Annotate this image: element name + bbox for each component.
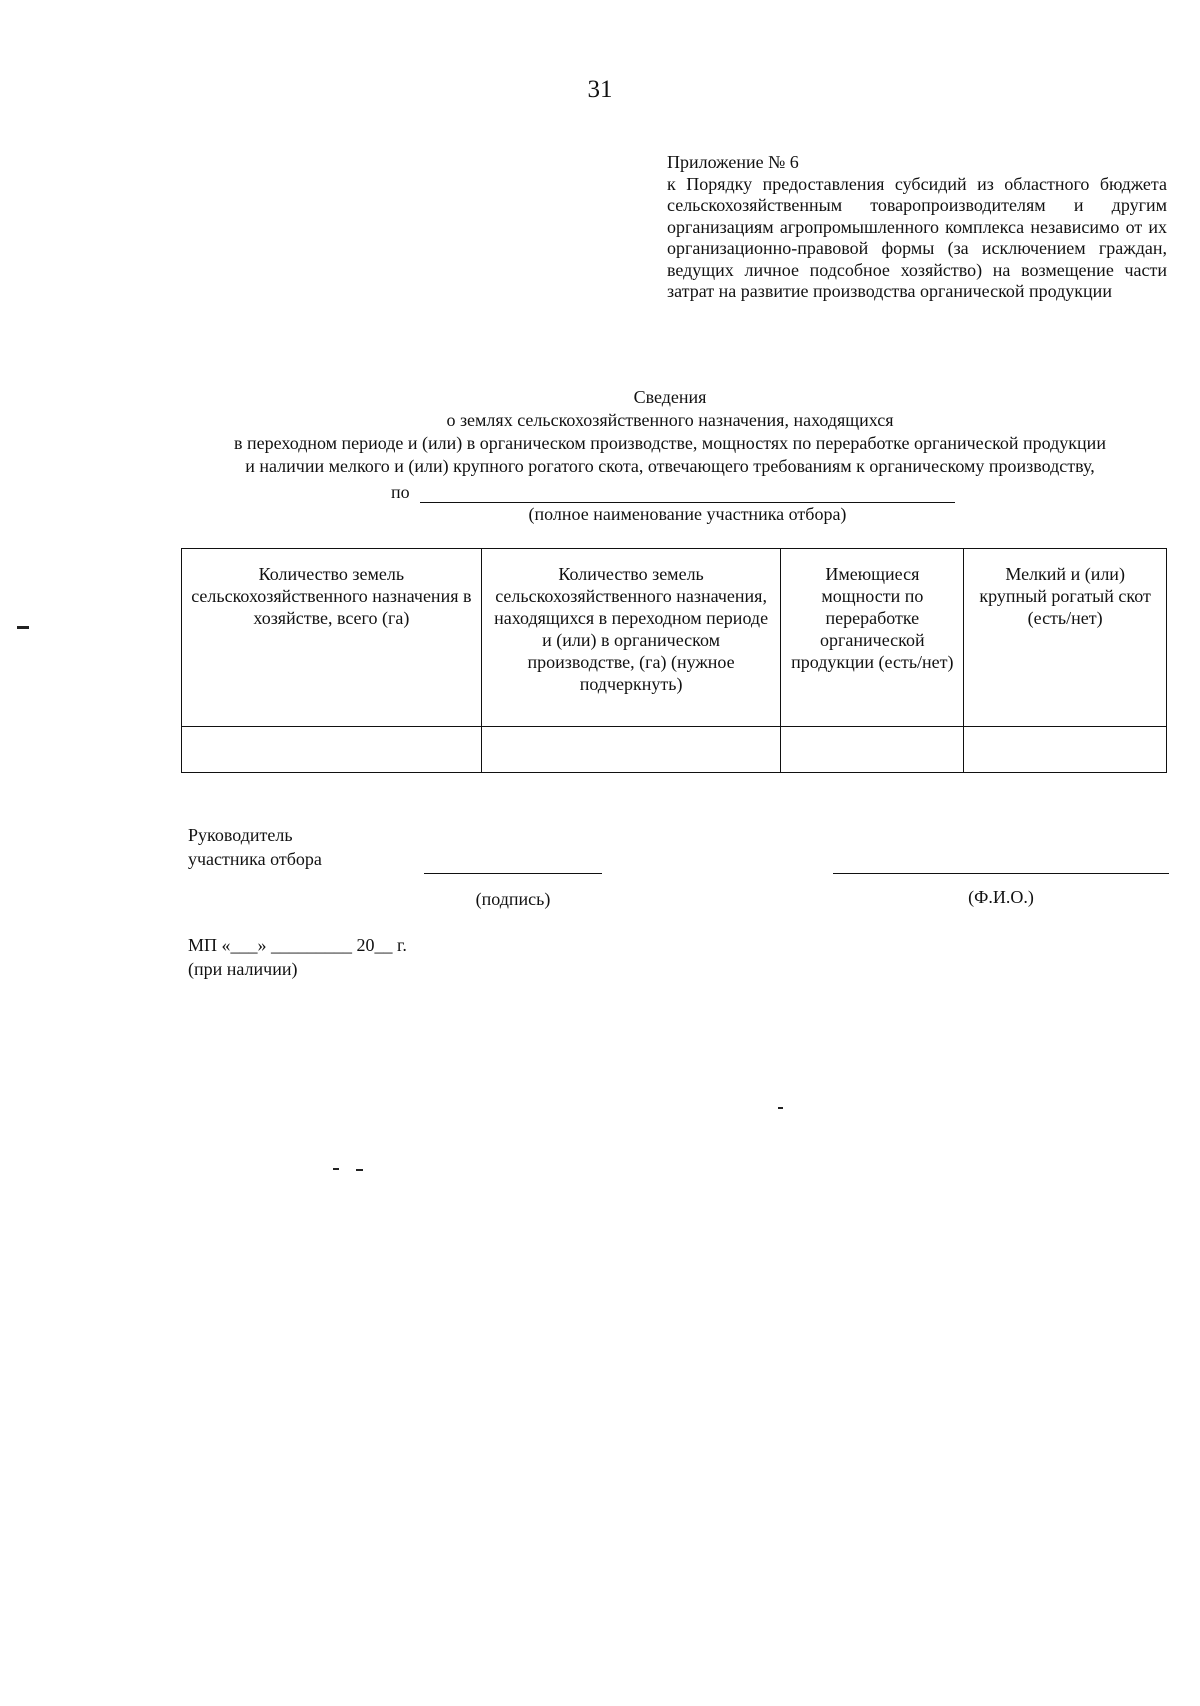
- signature-caption: (подпись): [475, 889, 551, 909]
- full-name-line: [833, 873, 1169, 874]
- annex-title: Приложение № 6: [667, 152, 799, 172]
- scan-speck: [778, 1107, 783, 1109]
- signature-line: [424, 873, 602, 874]
- stamp-date-line: МП «___» _________ 20__ г.: [188, 935, 407, 955]
- heading-line-1: о землях сельскохозяйственного назначения, находящихся: [446, 410, 894, 430]
- table-row: [182, 727, 1167, 773]
- participant-caption: (полное наименование участника отбора): [528, 504, 847, 524]
- table-cell[interactable]: [781, 727, 964, 773]
- document-title: Сведения: [633, 387, 707, 407]
- participant-name-line: [420, 502, 955, 503]
- annex-block: [667, 152, 1167, 303]
- page-number: 31: [587, 76, 613, 103]
- header-livestock: Мелкий и (или) крупный рогатый скот (есть/нет): [964, 549, 1167, 727]
- table-header-row: [182, 549, 1167, 727]
- header-total-land: Количество земель сельскохозяйственного назначения в хозяйстве, всего (га): [182, 549, 482, 727]
- scan-speck: [17, 626, 29, 629]
- signatory-role-line-2: участника отбора: [188, 849, 322, 869]
- heading-line-2: в переходном периоде и (или) в органическом производстве, мощностях по переработке органической продукции: [234, 433, 1106, 453]
- stamp-date-block: [188, 933, 407, 981]
- scan-speck: [333, 1168, 339, 1170]
- participant-label: по: [391, 482, 410, 502]
- annex-body: к Порядку предоставления субсидий из областного бюджета сельскохозяйственным товаропроизводителям и другим организациям агропромышленного комплекса независимо от их организационно-правовой формы (за исключением граждан, ведущих личное подсобное хозяйство) на возмещение части затрат на развитие производства органической продукции: [667, 173, 1167, 301]
- signatory-role-line-1: Руководитель: [188, 825, 293, 845]
- table-cell[interactable]: [182, 727, 482, 773]
- heading-line-3: и наличии мелкого и (или) крупного рогатого скота, отвечающего требованиям к органическому производству,: [245, 456, 1095, 476]
- land-info-table: [181, 548, 1167, 773]
- table-cell[interactable]: [481, 727, 781, 773]
- header-processing-capacity: Имеющиеся мощности по переработке органической продукции (есть/нет): [781, 549, 964, 727]
- full-name-caption: (Ф.И.О.): [968, 887, 1034, 907]
- signatory-role: [188, 823, 322, 871]
- header-organic-land: Количество земель сельскохозяйственного назначения, находящихся в переходном периоде и (или) в органическом производстве, (га) (нужное подчеркнуть): [481, 549, 781, 727]
- stamp-note: (при наличии): [188, 959, 298, 979]
- scan-speck: [356, 1169, 363, 1171]
- table-cell[interactable]: [964, 727, 1167, 773]
